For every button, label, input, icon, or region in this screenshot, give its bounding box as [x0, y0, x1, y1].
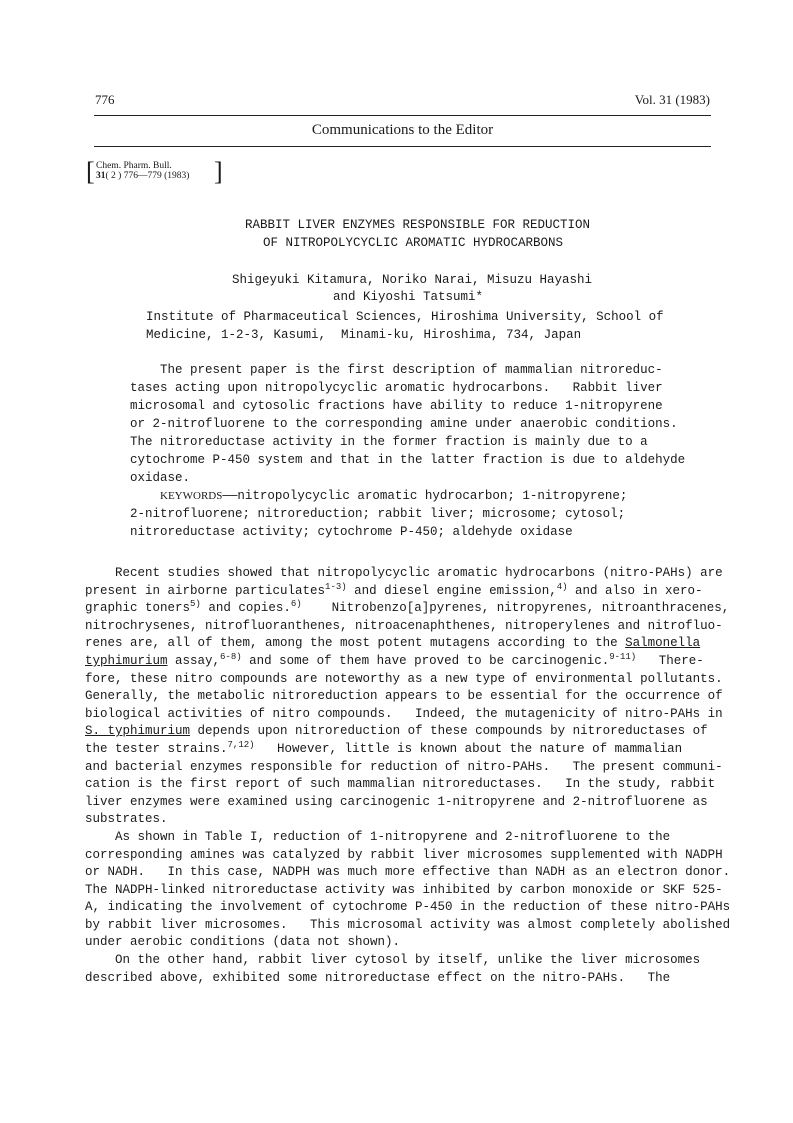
reference-superscript: 6) — [290, 599, 302, 610]
text-run: and some of them have proved to be carcinogenic. — [241, 653, 610, 668]
body-line: On the other hand, rabbit liver cytosol by itself, unlike the liver microsomes — [85, 953, 701, 968]
text-run: However, little is known about the nature of mammalian — [254, 741, 683, 756]
abstract-line: cytochrome P-450 system and that in the latter fraction is due to aldehyde — [130, 453, 686, 467]
body-line: by rabbit liver microsomes. This microsomal activity was almost completely abolished — [85, 917, 731, 932]
body-line: under aerobic conditions (data not shown). — [85, 935, 401, 950]
text-run: graphic toners — [85, 601, 191, 616]
body-line: and bacterial enzymes responsible for reduction of nitro-PAHs. The present communi- — [85, 759, 723, 774]
body-line: biological activities of nitro compounds. Indeed, the mutagenicity of nitro-PAHs in — [85, 706, 723, 721]
keywords-text-1: nitropolycyclic aromatic hydrocarbon; 1-nitropyrene; — [237, 489, 628, 503]
citation-line-1: Chem. Pharm. Bull. — [96, 161, 172, 171]
text-run: present in airborne particulates — [85, 583, 326, 598]
body-line — [85, 651, 725, 672]
section-title: Communications to the Editor — [311, 122, 494, 138]
affiliation-line-1: Institute of Pharmaceutical Sciences, Hiroshima University, School of — [146, 310, 664, 324]
authors-line-2: and Kiyoshi Tatsumi* — [333, 290, 484, 304]
body-line — [85, 739, 725, 760]
body-line: corresponding amines was catalyzed by rabbit liver microsomes supplemented with NADPH — [85, 847, 723, 862]
text-run: There- — [636, 653, 704, 668]
citation-volume: 31 — [96, 171, 106, 181]
body-line: described above, exhibited some nitroreductase effect on the nitro-PAHs. The — [85, 970, 671, 985]
text-run: renes are, all of them, among the most potent mutagens according to the — [85, 636, 626, 651]
reference-superscript: 4) — [556, 581, 568, 592]
body-line — [85, 724, 725, 742]
body-line: Recent studies showed that nitropolycyclic aromatic hydrocarbons (nitro-PAHs) are — [85, 566, 723, 580]
text-run: depends upon nitroreduction of these compounds by nitroreductases of — [190, 724, 708, 739]
body-line: substrates. — [85, 812, 168, 827]
citation-line-2 — [96, 171, 189, 181]
reference-superscript: 9-11) — [609, 651, 637, 662]
text-run: and diesel engine emission, — [346, 583, 557, 598]
body-line: The NADPH-linked nitroreductase activity was inhibited by carbon monoxide or SKF 525- — [85, 882, 723, 897]
species-name: Salmonella — [625, 636, 701, 651]
abstract-line: microsomal and cytosolic fractions have ability to reduce 1-nitropyrene — [130, 399, 663, 413]
authors-line-1: Shigeyuki Kitamura, Noriko Narai, Misuzu Hayashi — [232, 273, 593, 287]
keywords-line-3: nitroreductase activity; cytochrome P-450; aldehyde oxidase — [130, 525, 573, 539]
text-run: assay, — [167, 653, 221, 668]
page-number: 776 — [95, 92, 115, 107]
header-rule-top — [94, 115, 711, 116]
abstract — [130, 363, 730, 543]
species-name: S. typhimurium — [85, 724, 191, 739]
body-line: Generally, the metabolic nitroreduction appears to be essential for the occurrence of — [85, 689, 723, 704]
reference-superscript: 7,12) — [227, 739, 255, 750]
body-line: or NADH. In this case, NADPH was much more effective than NADH as an electron donor. — [85, 865, 731, 880]
body-line — [85, 599, 730, 619]
abstract-line: or 2-nitrofluorene to the corresponding amine under anaerobic conditions. — [130, 417, 678, 431]
text-run: and also in xero- — [567, 583, 703, 598]
keywords-line-1 — [130, 489, 730, 507]
body-line: nitrochrysenes, nitrofluoranthenes, nitroacenaphthenes, nitroperylenes and nitrofluo- — [85, 618, 723, 633]
body-line: liver enzymes were examined using carcinogenic 1-nitropyrene and 2-nitrofluorene as — [85, 794, 708, 809]
reference-superscript: 6-8) — [220, 651, 242, 662]
article-title-line-2: OF NITROPOLYCYCLIC AROMATIC HYDROCARBONS — [263, 236, 564, 250]
species-name: typhimurium — [85, 653, 168, 668]
body-line — [85, 581, 725, 602]
journal-volume: Vol. 31 (1983) — [634, 92, 710, 107]
citation-left-bracket: [ — [86, 157, 95, 186]
abstract-line: The present paper is the first description of mammalian nitroreduc- — [130, 363, 663, 377]
header-rule-bottom — [94, 146, 711, 147]
body-line: A, indicating the involvement of cytochrome P-450 in the reduction of these nitro-PAHs — [85, 900, 731, 915]
abstract-line: oxidase. — [130, 471, 191, 485]
keywords-line-2: 2-nitrofluorene; nitroreduction; rabbit liver; microsome; cytosol; — [130, 507, 626, 521]
text-run: and copies. — [200, 601, 291, 616]
reference-superscript: 1-3) — [325, 581, 347, 592]
journal-citation — [88, 161, 189, 181]
abstract-line: The nitroreductase activity in the former fraction is mainly due to a — [130, 435, 648, 449]
reference-superscript: 5) — [190, 599, 201, 610]
citation-pages: ( 2 ) 776—779 (1983) — [105, 171, 190, 181]
body-line: cation is the first report of such mammalian nitroreductases. In the study, rabbit — [85, 777, 716, 792]
keywords-label: KEYWORDS — [160, 490, 223, 502]
text-run: the tester strains. — [85, 741, 228, 756]
citation-right-bracket: ] — [214, 157, 223, 186]
keywords-dash: —— — [222, 489, 238, 503]
body-line: As shown in Table I, reduction of 1-nitropyrene and 2-nitrofluorene to the — [85, 829, 671, 844]
body-text — [85, 566, 731, 988]
affiliation-line-2: Medicine, 1-2-3, Kasumi, Minami-ku, Hiroshima, 734, Japan — [146, 328, 582, 342]
article-title-line-1: RABBIT LIVER ENZYMES RESPONSIBLE FOR REDUCTION — [245, 218, 591, 232]
text-run: Nitrobenzo[a]pyrenes, nitropyrenes, nitroanthracenes, — [301, 601, 730, 616]
abstract-line: tases acting upon nitropolycyclic aromatic hydrocarbons. Rabbit liver — [130, 381, 663, 395]
body-line: fore, these nitro compounds are noteworthy as a new type of environmental pollutants. — [85, 671, 723, 686]
